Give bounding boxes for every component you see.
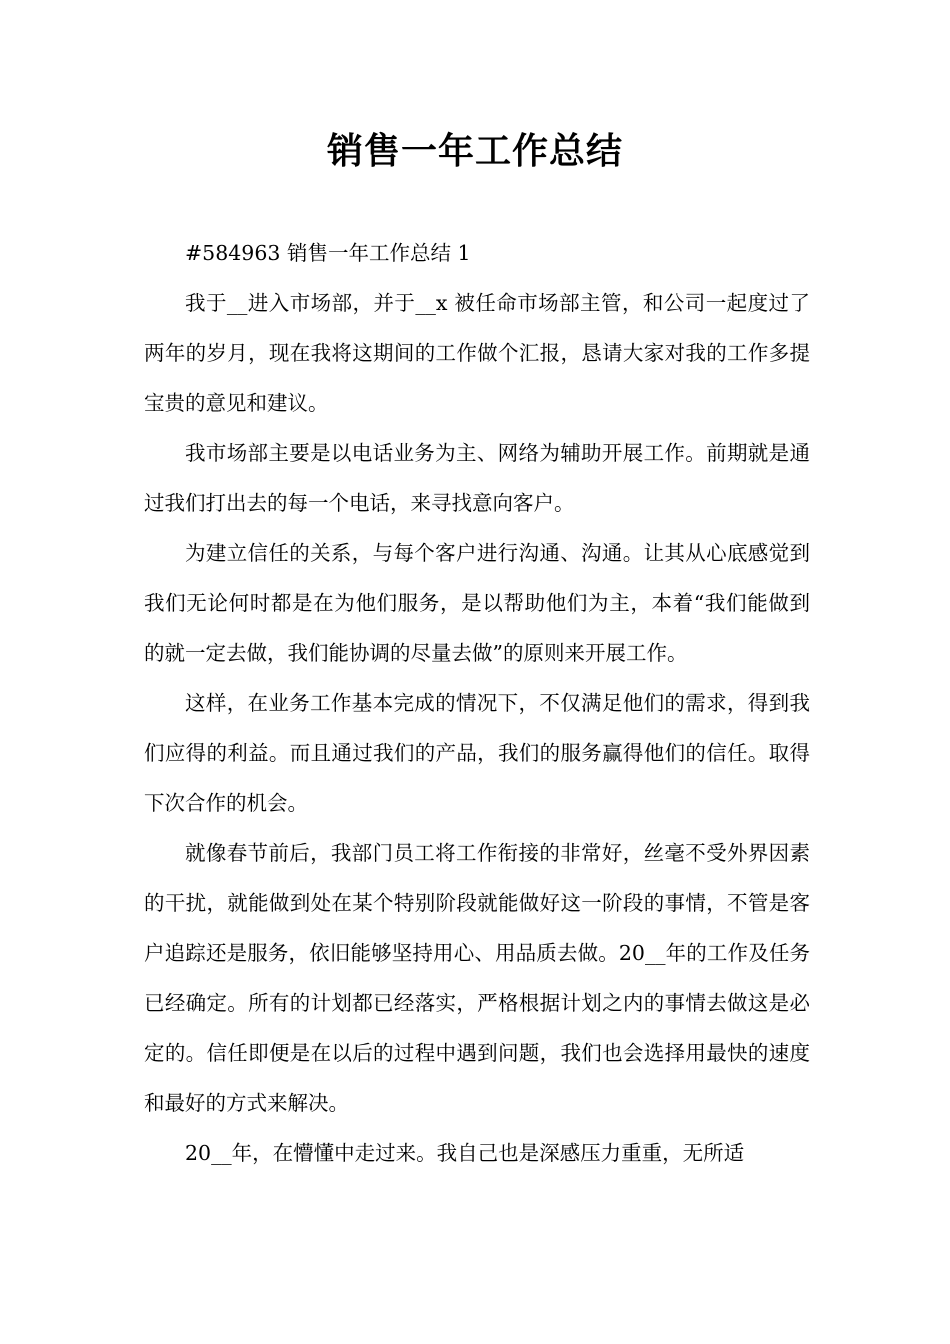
document-body — [144, 228, 810, 1178]
paragraph-6: 20__年，在懵懂中走过来。我自己也是深感压力重重，无所适 — [185, 1141, 745, 1165]
paragraph-5: 就像春节前后，我部门员工将工作衔接的非常好，丝毫不受外界因素的干扰，就能做到处在某个特别阶段就能做好这一阶段的事情，不管是客户追踪还是服务，依旧能够坚持用心、用品质去做。20__年的工作及任务已经确定。所有的计划都已经落实，严格根据计划之内的事情去做这是必定的。信任即便是在以后的过程中遇到问题，我们也会选择用最快的速度和最好的方式来解决。 — [144, 841, 810, 1115]
paragraph-2: 我市场部主要是以电话业务为主、网络为辅助开展工作。前期就是通过我们打出去的每一个电话，来寻找意向客户。 — [144, 441, 810, 515]
paragraph-4: 这样，在业务工作基本完成的情况下，不仅满足他们的需求，得到我们应得的利益。而且通过我们的产品，我们的服务赢得他们的信任。取得下次合作的机会。 — [144, 691, 810, 815]
section-label: #584963 销售一年工作总结 1 — [185, 241, 471, 265]
paragraph-1: 我于__进入市场部，并于__x 被任命市场部主管，和公司一起度过了两年的岁月，现在我将这期间的工作做个汇报，恳请大家对我的工作多提宝贵的意见和建议。 — [144, 291, 810, 415]
document-title: 销售一年工作总结 — [326, 131, 623, 172]
paragraph-3: 为建立信任的关系，与每个客户进行沟通、沟通。让其从心底感觉到我们无论何时都是在为他们服务，是以帮助他们为主，本着“我们能做到的就一定去做，我们能协调的尽量去做”的原则来开展工作。 — [144, 541, 810, 665]
